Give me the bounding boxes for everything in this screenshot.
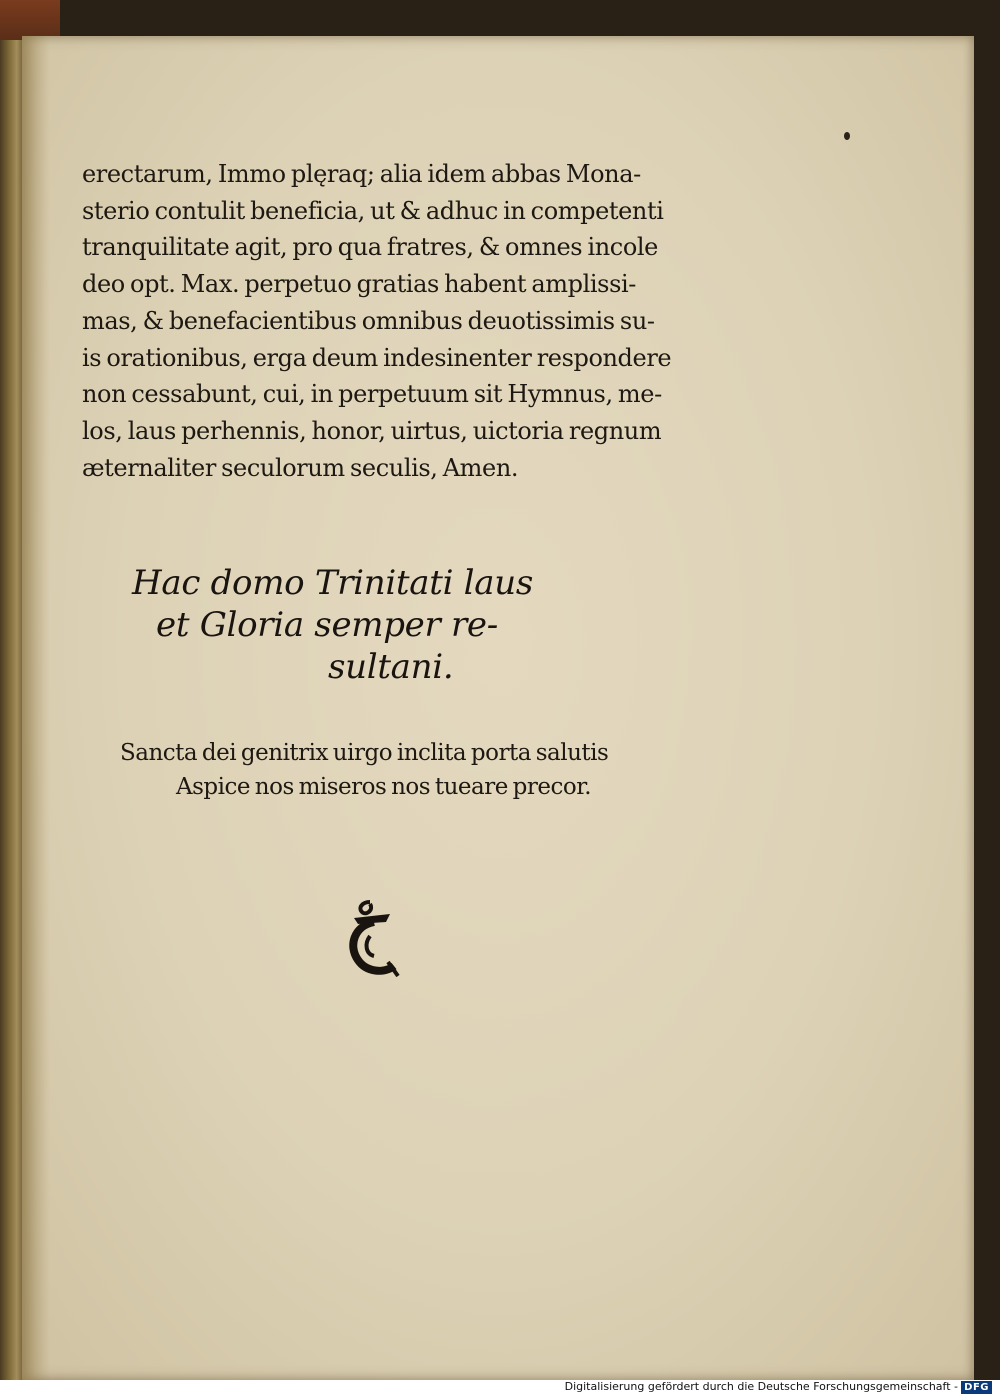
book-binding — [0, 0, 24, 1380]
funding-notice: Digitalisierung gefördert durch die Deutsche Forschungsgemeinschaft - — [564, 1380, 958, 1393]
page-gutter-shadow — [22, 36, 50, 1380]
blackletter-heading — [132, 562, 692, 688]
printer-ornament-icon — [340, 896, 404, 980]
verse-block — [120, 736, 760, 804]
book-page — [22, 36, 974, 1380]
heading-line: Hac domo Trinitati laus — [132, 563, 533, 603]
body-line: mas, & benefacientibus omnibus deuotissimis su- — [82, 306, 655, 335]
body-text-block — [82, 156, 722, 486]
binding-corner — [0, 0, 60, 40]
ink-mark — [844, 132, 850, 140]
verse-line: Aspice nos miseros nos tueare precor. — [176, 774, 592, 800]
heading-line: et Gloria semper re- — [156, 605, 498, 645]
footer-bar — [0, 1380, 1000, 1396]
body-line: los, laus perhennis, honor, uirtus, uictoria regnum — [82, 416, 662, 445]
verse-line: Sancta dei genitrix uirgo inclita porta salutis — [120, 740, 609, 766]
body-line: deo opt. Max. perpetuo gratias habent amplissi- — [82, 270, 637, 299]
body-line: is orationibus, erga deum indesinenter respondere — [82, 343, 672, 372]
body-line: non cessabunt, cui, in perpetuum sit Hymnus, me- — [82, 380, 662, 409]
body-line: sterio contulit beneficia, ut & adhuc in competenti — [82, 196, 664, 225]
heading-line: sultani. — [328, 647, 454, 687]
dfg-logo: DFG — [961, 1381, 992, 1394]
body-line: erectarum, Immo plęraq; alia idem abbas Mona- — [82, 160, 641, 188]
body-line: æternaliter seculorum seculis, Amen. — [82, 453, 519, 482]
body-line: tranquilitate agit, pro qua fratres, & omnes incole — [82, 233, 658, 262]
